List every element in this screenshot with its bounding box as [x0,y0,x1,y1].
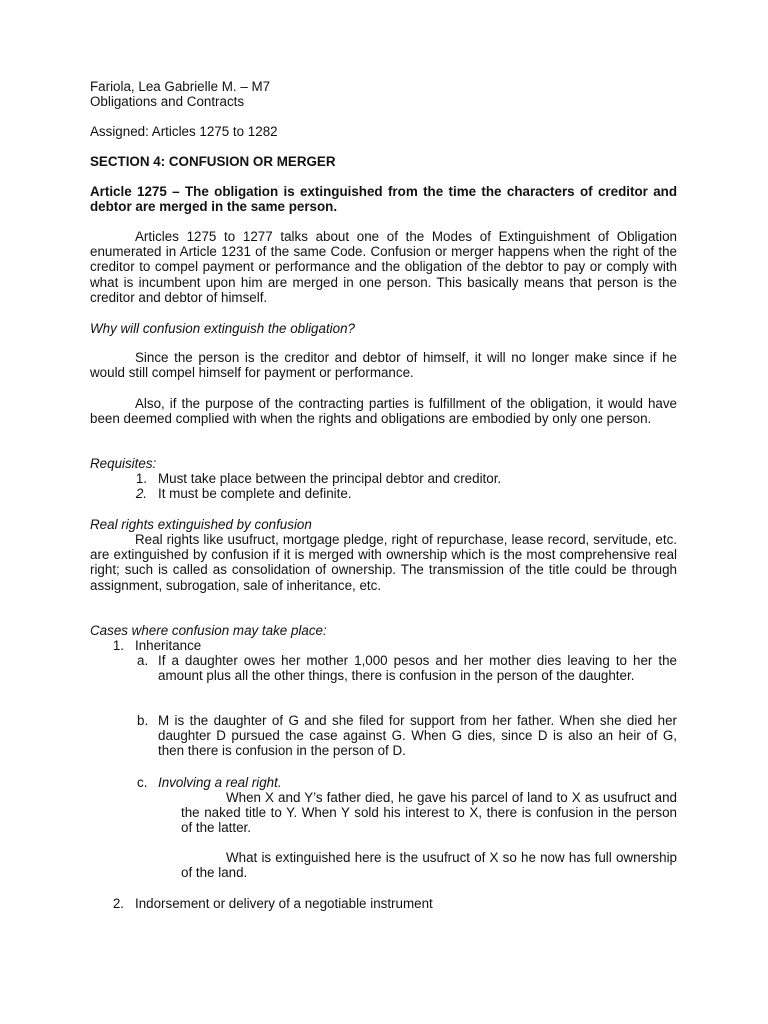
sub-item-label: a. [137,653,149,668]
sub-item-label: c. [137,775,148,790]
real-rights-heading: Real rights extinguished by confusion [90,517,312,532]
requisite-number: 2. [135,486,147,501]
requisite-item: It must be complete and definite. [158,486,352,501]
requisite-number: 1. [135,471,147,486]
intro-paragraph: Articles 1275 to 1277 talks about one of the Modes of Extinguishment of Obligation enumerated in Article 1231 of the same Code. Confusion or merger happens when the right of the creditor to compel payment or performance and the obligation of the debtor to pay or comply with what is incumbent upon him are merged in one person. This basically means that person is the creditor and debtor of himself. [90,229,677,305]
requisites-heading: Requisites: [90,456,157,471]
sub-item-text: Involving a real right. [158,775,282,790]
sub-item-label: b. [137,713,149,728]
cases-heading: Cases where confusion may take place: [90,623,327,638]
case-number: 1. [112,638,124,653]
assigned-line: Assigned: Articles 1275 to 1282 [90,124,278,139]
article-heading: Article 1275 – The obligation is extinguished from the time the characters of creditor and debtor are merged in the same person. [90,184,677,215]
why-paragraph-1: Since the person is the creditor and debtor of himself, it will no longer make since if he would still compel himself for payment or performance. [90,350,677,381]
why-heading: Why will confusion extinguish the obligation? [90,321,355,336]
example-paragraph-2: What is extinguished here is the usufruct of X so he now has full ownership of the land. [181,850,677,881]
sub-item-text: M is the daughter of G and she filed for support from her father. When she died her daughter D pursued the case against G. When G dies, since D is also an heir of G, then there is confusion in the person of D. [158,713,677,759]
case-label: Indorsement or delivery of a negotiable instrument [135,896,433,911]
case-number: 2. [112,896,124,911]
why-paragraph-2: Also, if the purpose of the contracting parties is fulfillment of the obligation, it would have been deemed complied with when the rights and obligations are embodied by only one person. [90,396,677,427]
sub-item-text: If a daughter owes her mother 1,000 pesos and her mother dies leaving to her the amount plus all the other things, there is confusion in the person of the daughter. [158,653,677,684]
example-paragraph-1: When X and Y’s father died, he gave his parcel of land to X as usufruct and the naked title to Y. When Y sold his interest to X, there is confusion in the person of the latter. [181,790,677,836]
section-title: SECTION 4: CONFUSION OR MERGER [90,154,336,169]
real-rights-paragraph: Real rights like usufruct, mortgage pledge, right of repurchase, lease record, servitude, etc. are extinguished by confusion if it is merged with ownership which is the most comprehensive real right; such is called as consolidation of ownership. The transmission of the title could be through assignment, subrogation, sale of inheritance, etc. [90,532,677,593]
requisite-item: Must take place between the principal debtor and creditor. [158,471,502,486]
author-line: Fariola, Lea Gabrielle M. – M7 [90,79,271,94]
course-line: Obligations and Contracts [90,94,245,109]
case-label: Inheritance [135,638,202,653]
